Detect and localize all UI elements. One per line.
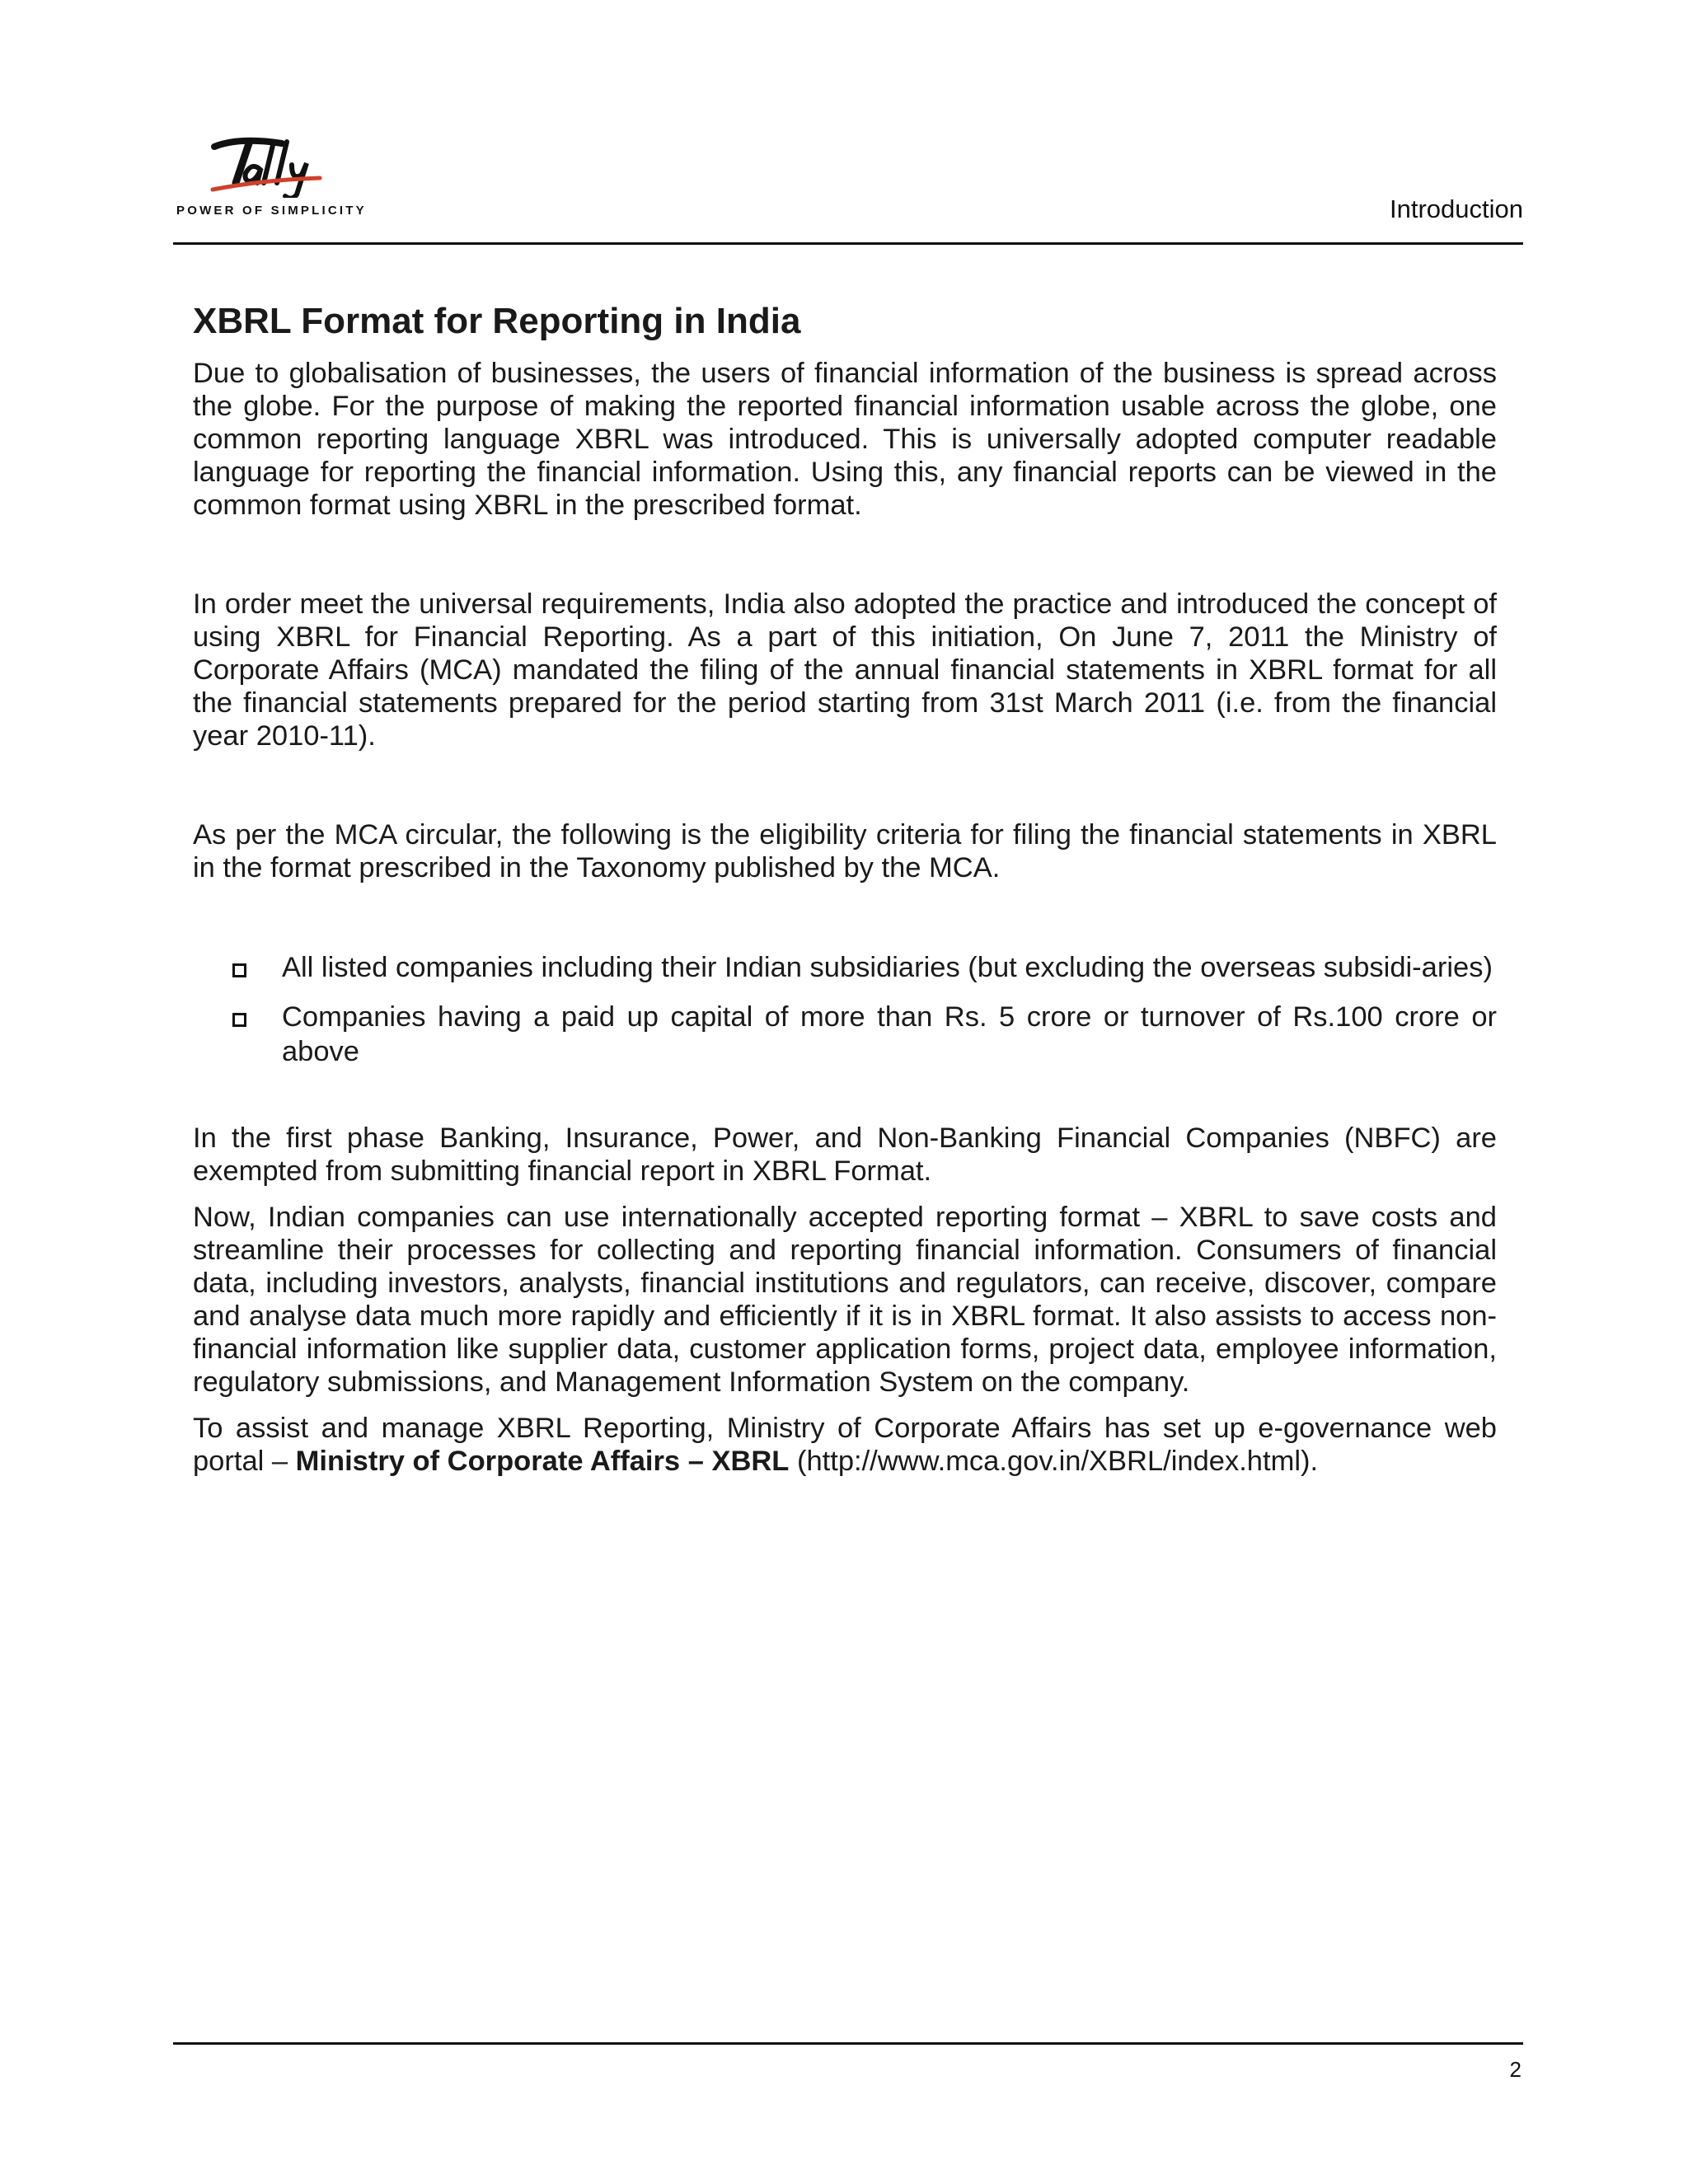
header-divider bbox=[173, 242, 1523, 245]
page-header bbox=[173, 132, 1523, 244]
paragraph-portal bbox=[193, 1412, 1497, 1478]
portal-url-text: (http://www.mca.gov.in/XBRL/index.html). bbox=[789, 1446, 1319, 1477]
logo-tagline: POWER OF SIMPLICITY bbox=[176, 204, 367, 218]
list-item-text: Companies having a paid up capital of more than Rs. 5 crore or turnover of Rs.100 crore or above bbox=[282, 1001, 1497, 1067]
portal-text-prefix: To assist and manage XBRL Reporting, Ministry of Corporate Affairs has set up e-governance web portal – bbox=[193, 1413, 1497, 1477]
tally-logo bbox=[173, 132, 367, 223]
paragraph-benefits: Now, Indian companies can use internationally accepted reporting format – XBRL to save costs and streamline their processes for collecting and reporting financial information. Consumers of financial data, including investors, analysts, financial institutions and regulators, can receive, discover, compare and analyse data much more rapidly and efficiently if it is in XBRL format. It also assists to access non-financial information like supplier data, customer application forms, project data, employee information, regulatory submissions, and Management Information System on the company. bbox=[193, 1202, 1497, 1398]
list-item bbox=[282, 950, 1497, 985]
portal-name: Ministry of Corporate Affairs – XBRL bbox=[295, 1446, 790, 1477]
list-item-text: All listed companies including their Indian subsidiaries (but excluding the overseas subsidi-aries) bbox=[282, 952, 1493, 983]
page-number: 2 bbox=[1509, 2057, 1522, 2082]
paragraph-globalisation: Due to globalisation of businesses, the users of financial information of the business is spread across the globe. For the purpose of making the reported financial information usable across the globe, one common reporting language XBRL was introduced. This is universally adopted computer readable language for reporting the financial information. Using this, any financial reports can be viewed in the common format using XBRL in the prescribed format. bbox=[193, 358, 1497, 521]
eligibility-list bbox=[193, 950, 1497, 1069]
paragraph-eligibility: As per the MCA circular, the following is the eligibility criteria for filing the financial statements in XBRL in the format prescribed in the Taxonomy published by the MCA. bbox=[193, 819, 1497, 883]
bullet-square-icon bbox=[232, 1013, 246, 1027]
tally-logo-mark bbox=[206, 132, 330, 198]
paragraph-exemptions: In the first phase Banking, Insurance, Power, and Non-Banking Financial Companies (NBFC) are exempted from submitting financial report in XBRL Format. bbox=[193, 1122, 1497, 1187]
paragraph-india-adoption: In order meet the universal requirements, India also adopted the practice and introduced the concept of using XBRL for Financial Reporting. As a part of this initiation, On June 7, 2011 the Ministry of Corporate Affairs (MCA) mandated the filing of the annual financial statements in XBRL format for all the financial statements prepared for the period starting from 31st March 2011 (i.e. from the financial year 2010-11). bbox=[193, 588, 1497, 752]
bullet-square-icon bbox=[232, 963, 246, 977]
section-name: Introduction bbox=[1390, 194, 1523, 223]
footer-divider bbox=[173, 2042, 1523, 2045]
list-item bbox=[282, 1000, 1497, 1069]
page-title: XBRL Format for Reporting in India bbox=[193, 301, 801, 341]
page-body bbox=[193, 298, 1497, 1478]
